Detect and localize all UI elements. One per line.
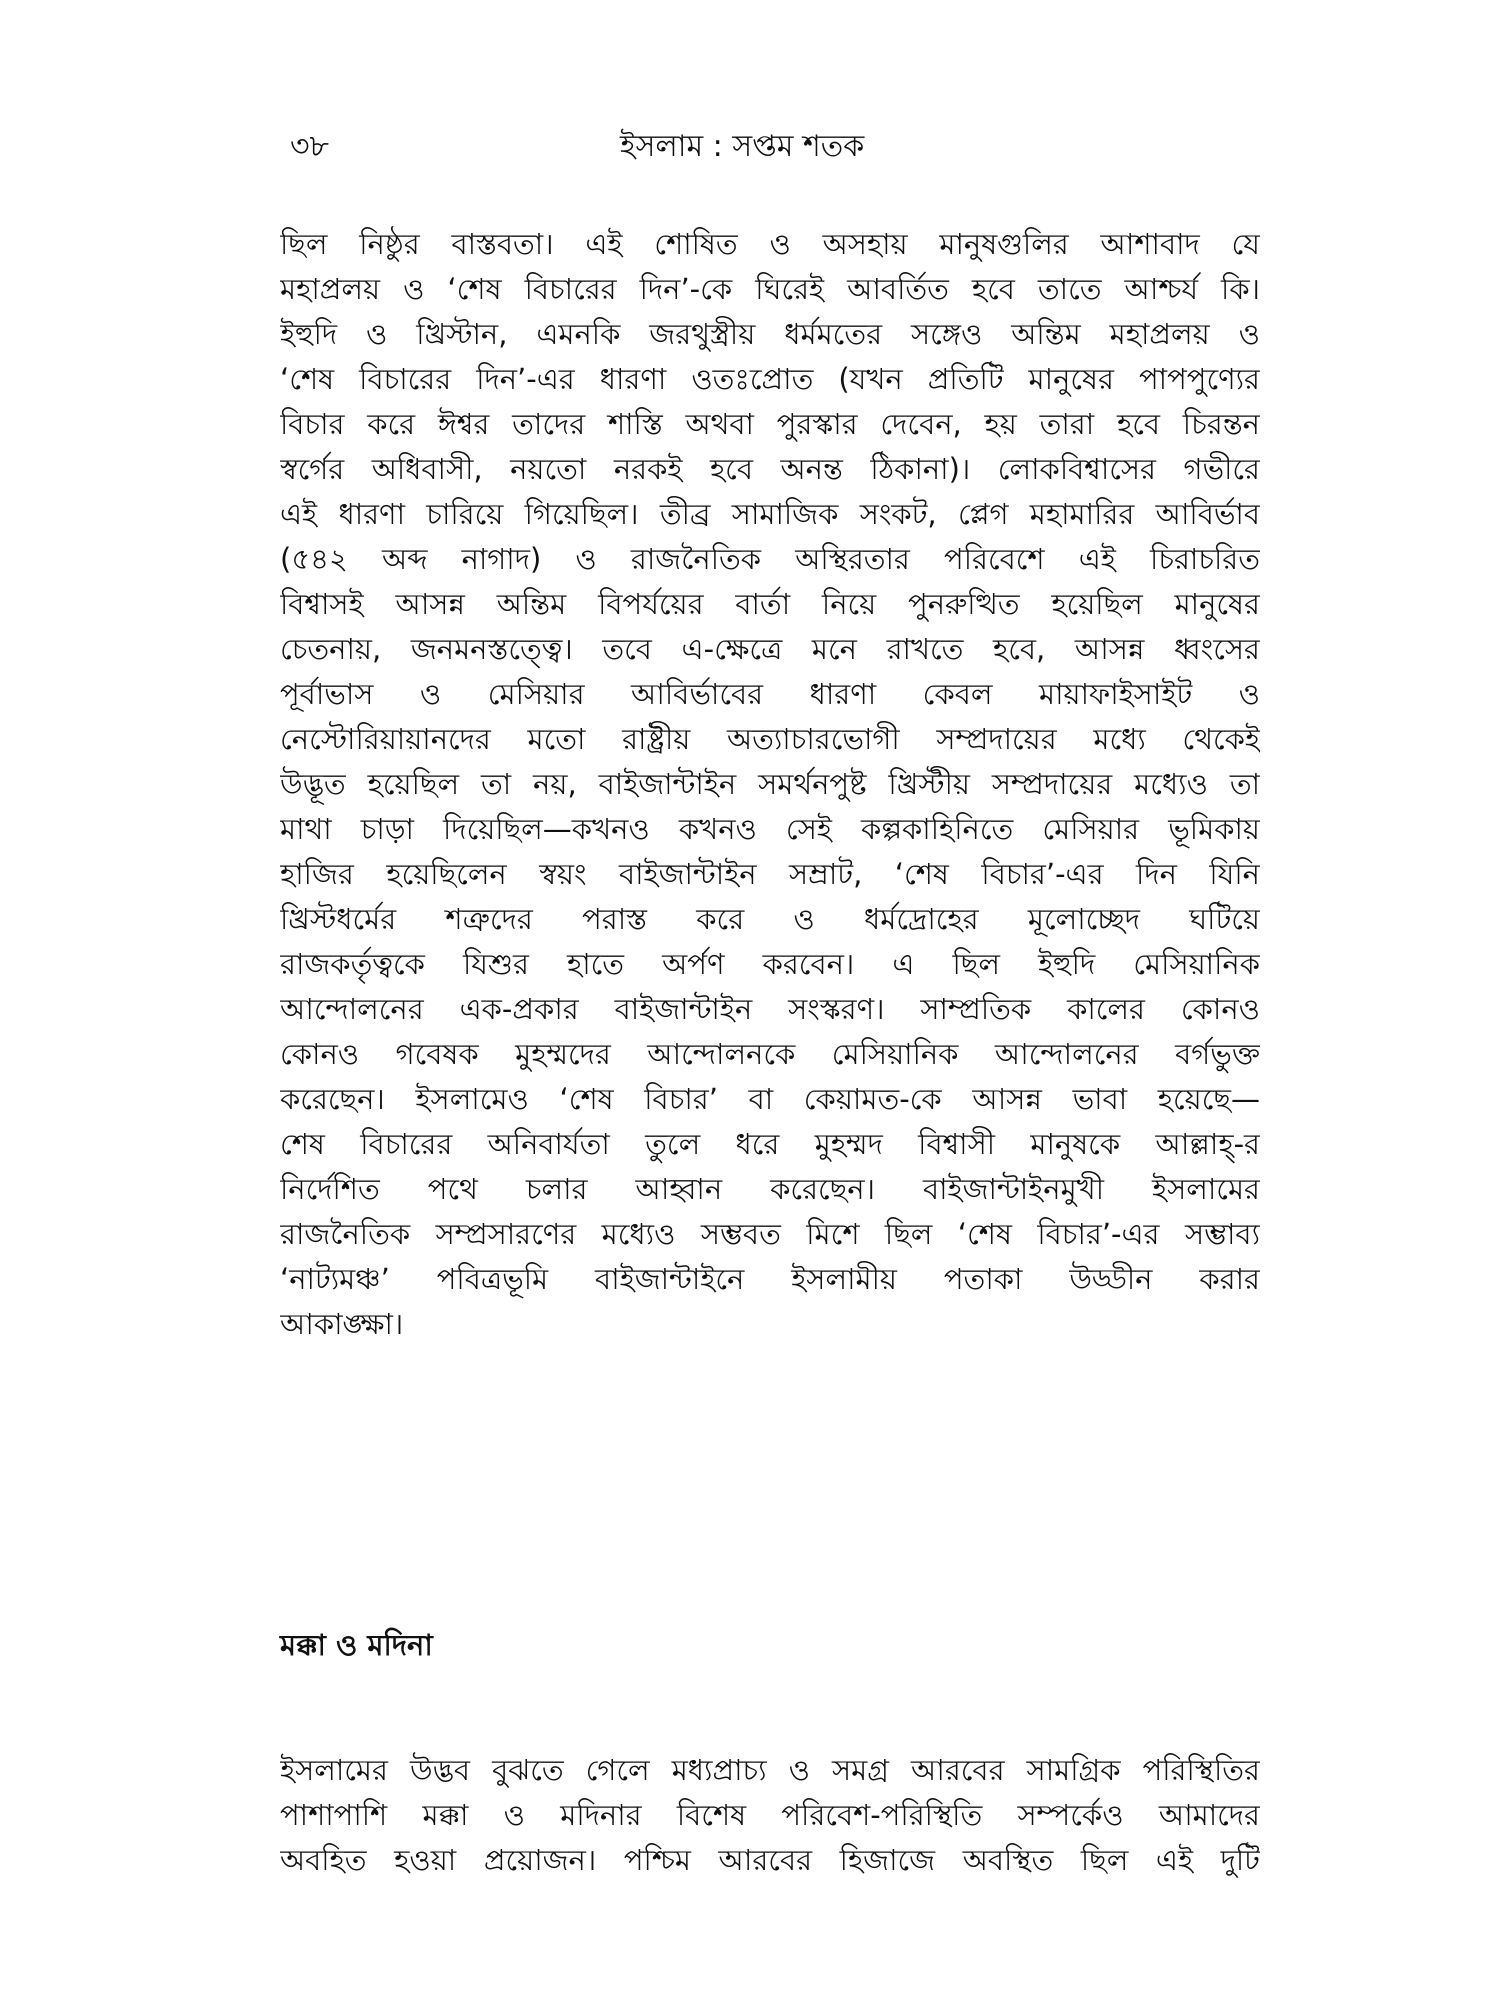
text-line: রাজনৈতিক সম্প্রসারণের মধ্যেও সম্ভবত মিশে ছিল ‘শেষ বিচার’-এর সম্ভাব্য	[280, 1217, 1260, 1251]
text-line: আন্দোলনের এক-প্রকার বাইজান্টাইন সংস্করণ। সাম্প্রতিক কালের কোনও	[280, 992, 1260, 1026]
paragraph	[280, 222, 1260, 1347]
page-number: ৩৮	[290, 129, 329, 164]
running-title: ইসলাম : সপ্তম শতক	[620, 129, 865, 164]
paragraph	[280, 1748, 1260, 1883]
text-line: হাজির হয়েছিলেন স্বয়ং বাইজান্টাইন সম্রাট, ‘শেষ বিচার’-এর দিন যিনি	[280, 857, 1260, 891]
text-line: চেতনায়, জনমনস্তত্ত্বে। তবে এ-ক্ষেত্রে মনে রাখতে হবে, আসন্ন ধ্বংসের	[280, 632, 1260, 666]
text-line: নির্দেশিত পথে চলার আহ্বান করেছেন। বাইজান্টাইনমুখী ইসলামের	[280, 1172, 1260, 1206]
section-heading: মক্কা ও মদিনা	[280, 1628, 433, 1662]
text-line: করেছেন। ইসলামেও ‘শেষ বিচার’ বা কেয়ামত-কে আসন্ন ভাবা হয়েছে—	[280, 1082, 1260, 1116]
text-line: ‘নাট্যমঞ্চ’ পবিত্রভূমি বাইজান্টাইনে ইসলামীয় পতাকা উড্ডীন করার	[280, 1262, 1260, 1296]
text-line: পাশাপাশি মক্কা ও মদিনার বিশেষ পরিবেশ-পরিস্থিতি সম্পর্কেও আমাদের	[280, 1798, 1260, 1832]
running-header	[290, 122, 1260, 172]
text-line: অবহিত হওয়া প্রয়োজন। পশ্চিম আরবের হিজাজে অবস্থিত ছিল এই দুটি	[280, 1843, 1260, 1877]
text-line: শেষ বিচারের অনিবার্যতা তুলে ধরে মুহম্মদ বিশ্বাসী মানুষকে আল্লাহ্-র	[280, 1127, 1260, 1161]
text-line: স্বর্গের অধিবাসী, নয়তো নরকই হবে অনন্ত ঠিকানা)। লোকবিশ্বাসের গভীরে	[280, 452, 1260, 486]
text-line: নেস্টোরিয়ায়ানদের মতো রাষ্ট্রীয় অত্যাচারভোগী সম্প্রদায়ের মধ্যে থেকেই	[280, 722, 1260, 756]
text-line: ইহুদি ও খ্রিস্টান, এমনকি জরথুস্ত্রীয় ধর্মমতের সঙ্গেও অন্তিম মহাপ্রলয় ও	[280, 317, 1260, 351]
text-line: মাথা চাড়া দিয়েছিল—কখনও কখনও সেই কল্পকাহিনিতে মেসিয়ার ভূমিকায়	[280, 812, 1260, 846]
text-line: ছিল নিষ্ঠুর বাস্তবতা। এই শোষিত ও অসহায় মানুষগুলির আশাবাদ যে	[280, 227, 1260, 261]
text-line: বিচার করে ঈশ্বর তাদের শাস্তি অথবা পুরস্কার দেবেন, হয় তারা হবে চিরন্তন	[280, 407, 1260, 441]
text-line: ‘শেষ বিচারের দিন’-এর ধারণা ওতঃপ্রোত (যখন প্রতিটি মানুষের পাপপুণ্যের	[280, 362, 1260, 396]
text-line: বিশ্বাসই আসন্ন অন্তিম বিপর্যয়ের বার্তা নিয়ে পুনরুত্থিত হয়েছিল মানুষের	[280, 587, 1260, 621]
text-line: আকাঙ্ক্ষা।	[280, 1307, 404, 1341]
text-line: রাজকর্তৃত্বকে যিশুর হাতে অর্পণ করবেন। এ ছিল ইহুদি মেসিয়ানিক	[280, 947, 1260, 981]
text-line: এই ধারণা চারিয়ে গিয়েছিল। তীব্র সামাজিক সংকট, প্লেগ মহামারির আবির্ভাব	[280, 497, 1260, 531]
text-line: ইসলামের উদ্ভব বুঝতে গেলে মধ্যপ্রাচ্য ও সমগ্র আরবের সামগ্রিক পরিস্থিতির	[280, 1753, 1260, 1787]
text-line: কোনও গবেষক মুহম্মদের আন্দোলনকে মেসিয়ানিক আন্দোলনের বর্গভুক্ত	[280, 1037, 1260, 1071]
text-line: (৫৪২ অব্দ নাগাদ) ও রাজনৈতিক অস্থিরতার পরিবেশে এই চিরাচরিত	[280, 542, 1260, 576]
text-line: পূর্বাভাস ও মেসিয়ার আবির্ভাবের ধারণা কেবল মায়াফাইসাইট ও	[280, 677, 1260, 711]
text-line: উদ্ভূত হয়েছিল তা নয়, বাইজান্টাইন সমর্থনপুষ্ট খ্রিস্টীয় সম্প্রদায়ের মধ্যেও তা	[280, 767, 1260, 801]
text-line: মহাপ্রলয় ও ‘শেষ বিচারের দিন’-কে ঘিরেই আবর্তিত হবে তাতে আশ্চর্য কি।	[280, 272, 1260, 306]
text-line: খ্রিস্টধর্মের শত্রুদের পরাস্ত করে ও ধর্মদ্রোহের মূলোচ্ছেদ ঘটিয়ে	[280, 902, 1260, 936]
